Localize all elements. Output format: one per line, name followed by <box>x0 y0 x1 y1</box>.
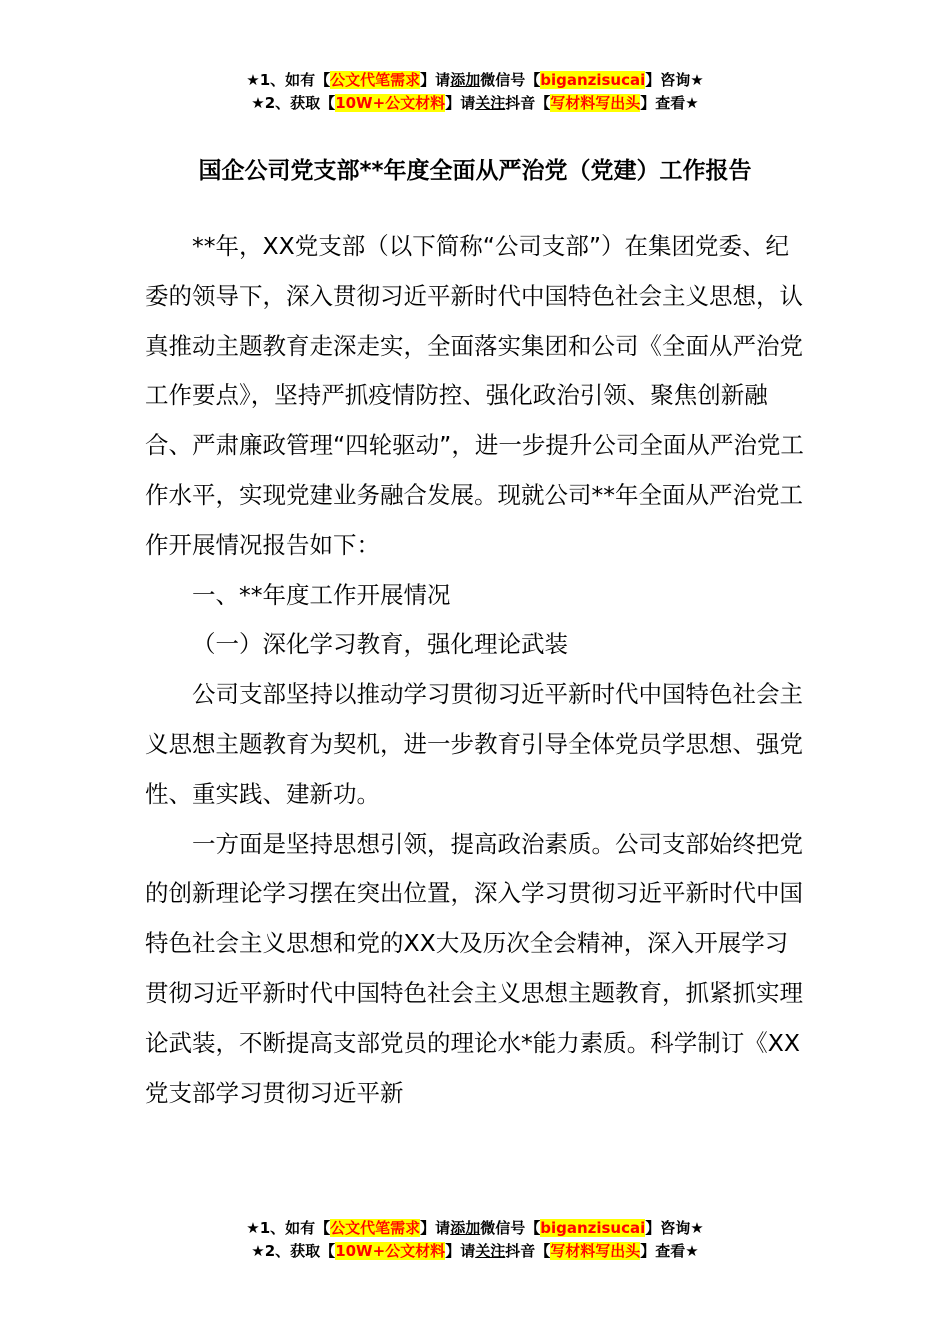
ad-text: 】请 <box>445 94 476 112</box>
ad-text: ★2、获取【 <box>251 94 336 112</box>
ad-underline: 添加 <box>450 1219 481 1237</box>
ad-highlight: biganzisucai <box>540 1219 646 1237</box>
ad-text: ★2、获取【 <box>251 1242 336 1260</box>
ad-line-1 <box>0 69 950 92</box>
ad-text: 】请 <box>420 71 451 89</box>
ad-text: 抖音【 <box>505 1242 551 1260</box>
ad-line-2 <box>0 1240 950 1263</box>
paragraph: 一方面是坚持思想引领，提高政治素质。公司支部始终把党的创新理论学习摆在突出位置，深入学习贯彻习近平新时代中国特色社会主义思想和党的XX大及历次全会精神，深入开展学习贯彻习近平新时代中国特色社会主义思想主题教育，抓紧抓实理论武装，不断提高支部党员的理论水*能力素质。科学制订《XX党支部学习贯彻习近平新 <box>145 829 803 1107</box>
section-heading: 一、**年度工作开展情况 <box>192 580 451 609</box>
ad-underline: 关注 <box>475 1242 506 1260</box>
ad-highlight: 10W+公文材料 <box>335 94 446 112</box>
ad-text: 】咨询★ <box>645 1219 704 1237</box>
ad-text: ★1、如有【 <box>246 1219 331 1237</box>
ad-text: 】查看★ <box>640 94 699 112</box>
ad-text: 】查看★ <box>640 1242 699 1260</box>
ad-banner-top <box>0 69 950 115</box>
ad-highlight: 公文代笔需求 <box>330 1219 421 1237</box>
ad-highlight: biganzisucai <box>540 71 646 89</box>
ad-highlight: 10W+公文材料 <box>335 1242 446 1260</box>
ad-highlight: 写材料写出头 <box>550 94 641 112</box>
ad-text: ★1、如有【 <box>246 71 331 89</box>
ad-line-1 <box>0 1217 950 1240</box>
ad-banner-bottom <box>0 1217 950 1263</box>
ad-text: 】请 <box>445 1242 476 1260</box>
ad-text: 抖音【 <box>505 94 551 112</box>
paragraph-intro: **年，XX党支部（以下简称“公司支部”）在集团党委、纪委的领导下，深入贯彻习近平新时代中国特色社会主义思想，认真推动主题教育走深走实，全面落实集团和公司《全面从严治党工作要点》，坚持严抓疫情防控、强化政治引领、聚焦创新融合、严肃廉政管理“四轮驱动”，进一步提升公司全面从严治党工作水平，实现党建业务融合发展。现就公司**年全面从严治党工作开展情况报告如下： <box>145 232 804 559</box>
ad-text: 】请 <box>420 1219 451 1237</box>
ad-text: 微信号【 <box>480 71 541 89</box>
ad-highlight: 公文代笔需求 <box>330 71 421 89</box>
document-title: 国企公司党支部**年度全面从严治党（党建）工作报告 <box>198 158 752 184</box>
ad-text: 】咨询★ <box>645 71 704 89</box>
ad-underline: 关注 <box>475 94 506 112</box>
ad-highlight: 写材料写出头 <box>550 1242 641 1260</box>
ad-line-2 <box>0 92 950 115</box>
ad-underline: 添加 <box>450 71 481 89</box>
ad-text: 微信号【 <box>480 1219 541 1237</box>
paragraph: 公司支部坚持以推动学习贯彻习近平新时代中国特色社会主义思想主题教育为契机，进一步教育引导全体党员学思想、强党性、重实践、建新功。 <box>145 680 803 808</box>
subsection-heading: （一）深化学习教育，强化理论武装 <box>192 630 568 659</box>
document-body <box>145 222 805 1118</box>
